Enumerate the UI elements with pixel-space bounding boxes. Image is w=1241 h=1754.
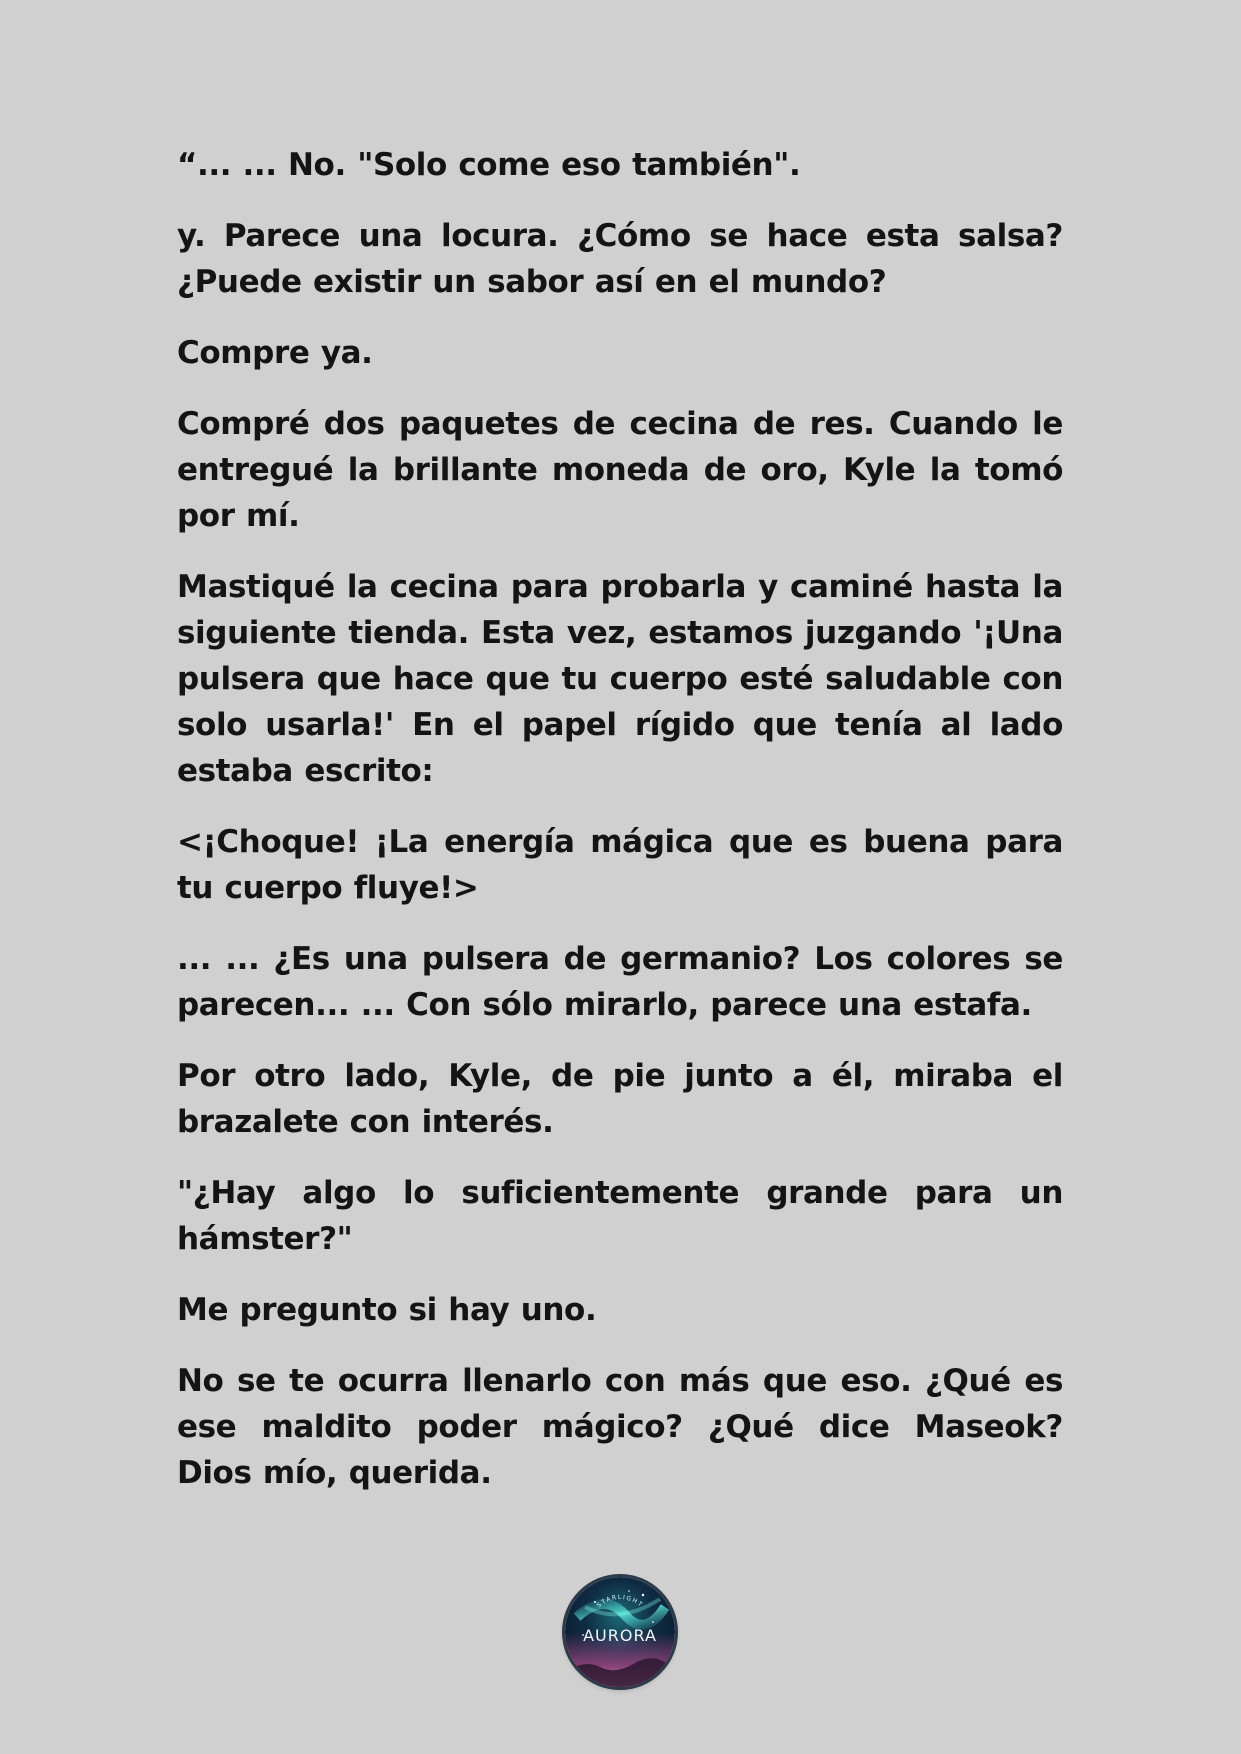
- chapter-text: [177, 142, 1063, 1521]
- paragraph-7: ... ... ¿Es una pulsera de germanio? Los colores se parecen... ... Con sólo mirarlo, parece una estafa.: [177, 941, 1063, 1023]
- svg-text:AURORA: AURORA: [583, 1626, 657, 1645]
- paragraph-11: No se te ocurra llenarlo con más que eso. ¿Qué es ese maldito poder mágico? ¿Qué dice Maseok? Dios mío, querida.: [177, 1363, 1063, 1491]
- paragraph-3: Compre ya.: [177, 335, 373, 371]
- paragraph-10: Me pregunto si hay uno.: [177, 1292, 597, 1328]
- paragraph-4: Compré dos paquetes de cecina de res. Cuando le entregué la brillante moneda de oro, Kyle la tomó por mí.: [177, 406, 1063, 534]
- svg-text:STARLIGHT: STARLIGHT: [595, 1593, 645, 1610]
- aurora-logo: [565, 1577, 675, 1687]
- paragraph-6: <¡Choque! ¡La energía mágica que es buena para tu cuerpo fluye!>: [177, 824, 1063, 906]
- paragraph-2: y. Parece una locura. ¿Cómo se hace esta salsa? ¿Puede existir un sabor así en el mundo?: [177, 218, 1063, 300]
- paragraph-9: "¿Hay algo lo suficientemente grande para un hámster?": [177, 1175, 1063, 1257]
- paragraph-5: Mastiqué la cecina para probarla y caminé hasta la siguiente tienda. Esta vez, estamos juzgando '¡Una pulsera que hace que tu cuerpo esté saludable con solo usarla!' En el papel rígido que tenía al lado estaba escrito:: [177, 569, 1063, 789]
- paragraph-8: Por otro lado, Kyle, de pie junto a él, miraba el brazalete con interés.: [177, 1058, 1063, 1140]
- paragraph-1: “... ... No. "Solo come eso también".: [177, 147, 801, 183]
- aurora-logo-graphic: [565, 1577, 675, 1687]
